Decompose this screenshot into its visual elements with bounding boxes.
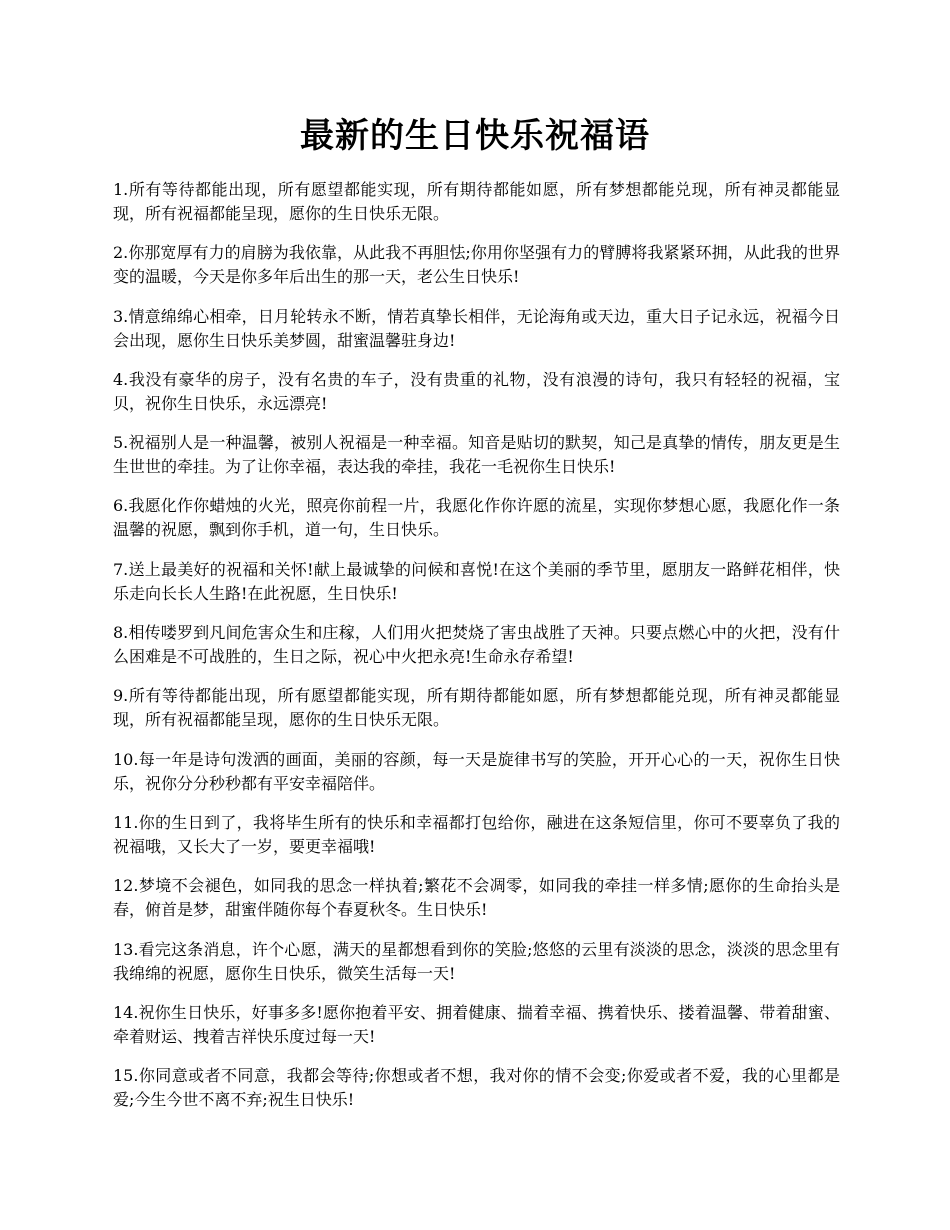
paragraph-15: 15.你同意或者不同意，我都会等待;你想或者不想，我对你的情不会变;你爱或者不爱，我的心里都是爱;今生今世不离不弃;祝生日快乐! — [113, 1066, 840, 1110]
paragraph-5: 5.祝福别人是一种温馨，被别人祝福是一种幸福。知音是贴切的默契，知己是真挚的情传，朋友更是生生世世的牵挂。为了让你幸福，表达我的牵挂，我花一毛祝你生日快乐! — [113, 433, 840, 477]
paragraph-13: 13.看完这条消息，许个心愿，满天的星都想看到你的笑脸;悠悠的云里有淡淡的思念，淡淡的思念里有我绵绵的祝愿，愿你生日快乐，微笑生活每一天! — [113, 939, 840, 983]
paragraph-list — [113, 178, 840, 1127]
paragraph-8: 8.相传喽罗到凡间危害众生和庄稼，人们用火把焚烧了害虫战胜了天神。只要点燃心中的火把，没有什么困难是不可战胜的，生日之际，祝心中火把永亮!生命永存希望! — [113, 623, 840, 667]
document-title: 最新的生日快乐祝福语 — [300, 116, 650, 156]
paragraph-3: 3.情意绵绵心相牵，日月轮转永不断，情若真挚长相伴，无论海角或天边，重大日子记永远，祝福今日会出现，愿你生日快乐美梦圆，甜蜜温馨驻身边! — [113, 306, 840, 350]
paragraph-10: 10.每一年是诗句泼洒的画面，美丽的容颜，每一天是旋律书写的笑脸，开开心心的一天，祝你生日快乐，祝你分分秒秒都有平安幸福陪伴。 — [113, 749, 840, 793]
paragraph-1: 1.所有等待都能出现，所有愿望都能实现，所有期待都能如愿，所有梦想都能兑现，所有神灵都能显现，所有祝福都能呈现，愿你的生日快乐无限。 — [113, 180, 840, 223]
paragraph-7: 7.送上最美好的祝福和关怀!献上最诚挚的问候和喜悦!在这个美丽的季节里，愿朋友一路鲜花相伴，快乐走向长长人生路!在此祝愿，生日快乐! — [113, 559, 840, 603]
paragraph-12: 12.梦境不会褪色，如同我的思念一样执着;繁花不会凋零，如同我的牵挂一样多情;愿你的生命抬头是春，俯首是梦，甜蜜伴随你每个春夏秋冬。生日快乐! — [113, 876, 840, 920]
paragraph-4: 4.我没有豪华的房子，没有名贵的车子，没有贵重的礼物，没有浪漫的诗句，我只有轻轻的祝福，宝贝，祝你生日快乐，永远漂亮! — [113, 369, 840, 413]
paragraph-11: 11.你的生日到了，我将毕生所有的快乐和幸福都打包给你，融进在这条短信里，你可不要辜负了我的祝福哦，又长大了一岁，要更幸福哦! — [113, 812, 840, 856]
paragraph-9: 9.所有等待都能出现，所有愿望都能实现，所有期待都能如愿，所有梦想都能兑现，所有神灵都能显现，所有祝福都能呈现，愿你的生日快乐无限。 — [113, 686, 840, 730]
paragraph-14: 14.祝你生日快乐，好事多多!愿你抱着平安、拥着健康、揣着幸福、携着快乐、搂着温馨、带着甜蜜、牵着财运、拽着吉祥快乐度过每一天! — [113, 1002, 840, 1046]
paragraph-2: 2.你那宽厚有力的肩膀为我依靠，从此我不再胆怯;你用你坚强有力的臂膊将我紧紧环拥，从此我的世界变的温暖，今天是你多年后出生的那一天，老公生日快乐! — [113, 243, 840, 287]
paragraph-6: 6.我愿化作你蜡烛的火光，照亮你前程一片，我愿化作你许愿的流星，实现你梦想心愿，我愿化作一条温馨的祝愿，飘到你手机，道一句，生日快乐。 — [113, 496, 840, 540]
